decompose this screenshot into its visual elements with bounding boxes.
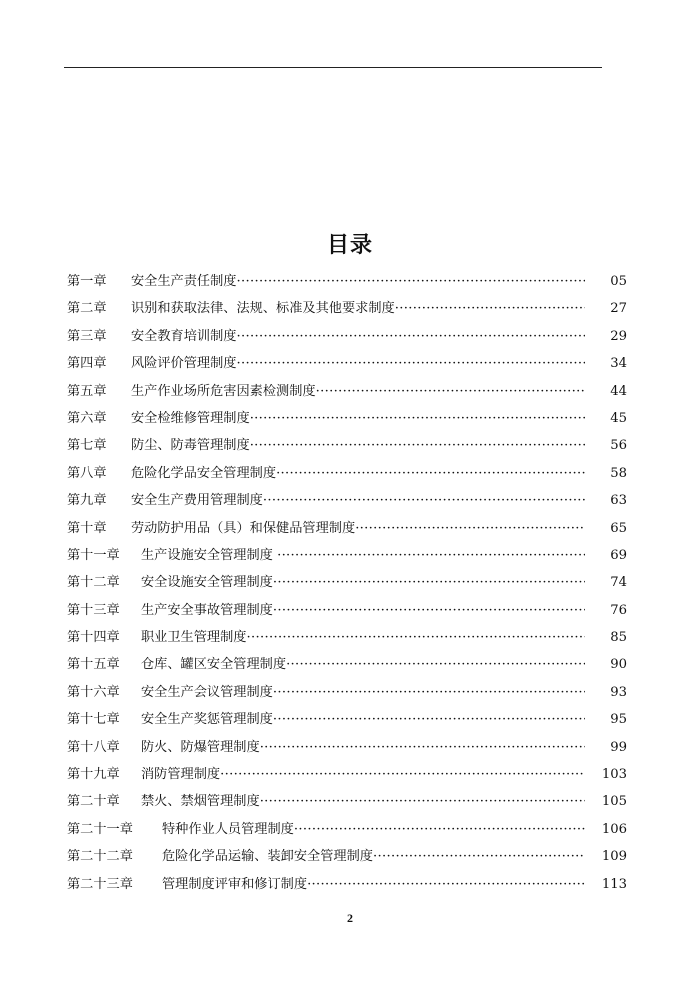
toc-page-number: 85 <box>610 630 627 646</box>
toc-entry-title-text: 生产安全事故管理制度 <box>141 602 273 618</box>
toc-entry-title <box>131 295 585 322</box>
toc-entry-title <box>141 624 585 651</box>
toc-entry[interactable] <box>67 734 627 761</box>
toc-chapter-label: 第一章 <box>67 274 107 289</box>
toc-entry-title-text: 识别和获取法律、法规、标准及其他要求制度 <box>131 301 395 317</box>
toc-page-number: 65 <box>610 520 627 536</box>
toc-chapter-label: 第十八章 <box>67 739 120 755</box>
toc-page-number: 99 <box>610 739 627 755</box>
toc-entry-title <box>141 597 585 624</box>
toc-chapter-label: 第十七章 <box>67 712 120 728</box>
toc-entry[interactable] <box>67 597 627 624</box>
toc-page-number: 44 <box>610 383 627 399</box>
toc-entry-title-text: 职业卫生管理制度 <box>141 630 247 646</box>
toc-entry[interactable] <box>67 843 627 870</box>
toc-entry-title <box>141 734 585 761</box>
toc-entry[interactable] <box>67 679 627 706</box>
header-rule <box>64 67 602 68</box>
toc-entry-title-text: 安全生产奖惩管理制度 <box>141 712 273 728</box>
table-of-contents <box>67 268 627 898</box>
toc-entry-title <box>131 432 585 459</box>
toc-page-number: 58 <box>610 465 627 481</box>
toc-page-number: 109 <box>601 849 627 865</box>
toc-chapter-label: 第九章 <box>67 493 107 509</box>
page-title: 目录 <box>326 233 373 258</box>
toc-entry-title-text: 安全生产会议管理制度 <box>141 684 273 700</box>
toc-entry-title-text: 管理制度评审和修订制度 <box>162 876 308 892</box>
toc-entry-title <box>141 569 585 596</box>
toc-page-number: 90 <box>610 657 627 673</box>
toc-entry-title-text: 危险化学品运输、装卸安全管理制度 <box>162 849 373 865</box>
toc-entry[interactable] <box>67 432 627 459</box>
toc-chapter-label: 第二十三章 <box>67 876 133 892</box>
toc-entry[interactable] <box>67 460 627 487</box>
toc-chapter-label: 第五章 <box>67 383 107 399</box>
toc-entry-title <box>131 268 585 295</box>
toc-entry-title <box>162 871 585 898</box>
toc-entry[interactable] <box>67 871 627 898</box>
toc-page-number: 29 <box>610 328 627 344</box>
toc-entry-title <box>131 460 585 487</box>
toc-page-number: 93 <box>610 684 627 700</box>
toc-page-number: 105 <box>601 794 627 810</box>
toc-page-number: 56 <box>610 438 627 454</box>
toc-entry-title-text: 安全教育培训制度 <box>131 328 237 344</box>
toc-page-number: 69 <box>610 547 627 563</box>
toc-entry-title <box>131 323 585 350</box>
page-number: 2 <box>347 911 353 925</box>
toc-entry-title-text: 危险化学品安全管理制度 <box>131 465 277 481</box>
toc-entry-title-text: 安全生产费用管理制度 <box>131 493 263 509</box>
toc-entry[interactable] <box>67 378 627 405</box>
toc-entry-title-text: 消防管理制度 <box>141 767 221 783</box>
toc-page-number: 34 <box>610 356 627 372</box>
toc-page-number: 45 <box>610 410 627 426</box>
toc-chapter-label: 第十一章 <box>67 547 120 563</box>
toc-entry[interactable] <box>67 624 627 651</box>
toc-entry-title <box>141 706 585 733</box>
toc-entry-title <box>141 761 585 788</box>
toc-page-number: 63 <box>610 493 627 509</box>
toc-entry[interactable] <box>67 268 627 295</box>
toc-entry[interactable] <box>67 706 627 733</box>
toc-page-number: 76 <box>610 602 627 618</box>
toc-chapter-label: 第十章 <box>67 520 107 536</box>
toc-entry-title <box>141 788 585 815</box>
toc-page-number: 27 <box>610 301 627 317</box>
toc-entry[interactable] <box>67 515 627 542</box>
toc-chapter-label: 第八章 <box>67 465 107 481</box>
toc-page-number: 113 <box>601 876 627 892</box>
toc-entry-title-text: 劳动防护用品（具）和保健品管理制度 <box>131 520 356 536</box>
toc-entry-title-text: 禁火、禁烟管理制度 <box>141 794 260 810</box>
toc-chapter-label: 第十五章 <box>67 657 120 673</box>
toc-chapter-label: 第三章 <box>67 328 107 344</box>
toc-entry-title <box>141 651 585 678</box>
toc-chapter-label: 第二十二章 <box>67 849 133 865</box>
toc-entry-title-text: 安全设施安全管理制度 <box>141 575 273 591</box>
toc-page-number: 103 <box>601 767 627 783</box>
toc-chapter-label: 第十三章 <box>67 602 120 618</box>
toc-entry[interactable] <box>67 405 627 432</box>
toc-entry[interactable] <box>67 788 627 815</box>
toc-entry-title <box>141 542 585 569</box>
toc-entry-title-text: 仓库、罐区安全管理制度 <box>141 657 287 673</box>
toc-chapter-label: 第十二章 <box>67 575 120 591</box>
toc-entry[interactable] <box>67 323 627 350</box>
toc-entry[interactable] <box>67 295 627 322</box>
toc-entry[interactable] <box>67 350 627 377</box>
toc-chapter-label: 第十六章 <box>67 684 120 700</box>
toc-entry-title <box>131 405 585 432</box>
toc-chapter-label: 第四章 <box>67 356 107 372</box>
toc-entry-title <box>131 515 585 542</box>
toc-entry-title-text: 防火、防爆管理制度 <box>141 739 260 755</box>
toc-entry-title <box>141 679 585 706</box>
toc-chapter-label: 第七章 <box>67 438 107 454</box>
toc-entry-title <box>131 378 585 405</box>
toc-entry[interactable] <box>67 816 627 843</box>
toc-entry[interactable] <box>67 761 627 788</box>
toc-entry-title-text: 防尘、防毒管理制度 <box>131 438 250 454</box>
toc-chapter-label: 第十四章 <box>67 630 120 646</box>
toc-chapter-label: 第二十章 <box>67 794 120 810</box>
toc-entry[interactable] <box>67 651 627 678</box>
toc-entry[interactable] <box>67 542 627 569</box>
toc-chapter-label: 第二章 <box>67 301 107 317</box>
toc-page-number: 05 <box>610 274 627 289</box>
toc-entry-title-text: 生产作业场所危害因素检测制度 <box>131 383 316 399</box>
toc-entry-title-text: 风险评价管理制度 <box>131 356 237 372</box>
toc-entry-title-text: 生产设施安全管理制度 <box>141 547 278 563</box>
toc-entry-title <box>162 816 585 843</box>
toc-entry-title-text: 特种作业人员管理制度 <box>162 821 294 837</box>
toc-chapter-label: 第十九章 <box>67 767 120 783</box>
toc-entry-title <box>162 843 585 870</box>
toc-entry[interactable] <box>67 569 627 596</box>
toc-entry-title-text: 安全检维修管理制度 <box>131 410 250 426</box>
toc-page-number: 95 <box>610 712 627 728</box>
toc-entry-title <box>131 350 585 377</box>
toc-entry-title <box>131 487 585 514</box>
toc-page-number: 106 <box>601 821 627 837</box>
toc-page-number: 74 <box>610 575 627 591</box>
toc-entry-title-text: 安全生产责任制度 <box>131 274 237 289</box>
toc-entry[interactable] <box>67 487 627 514</box>
toc-chapter-label: 第二十一章 <box>67 821 133 837</box>
toc-chapter-label: 第六章 <box>67 410 107 426</box>
